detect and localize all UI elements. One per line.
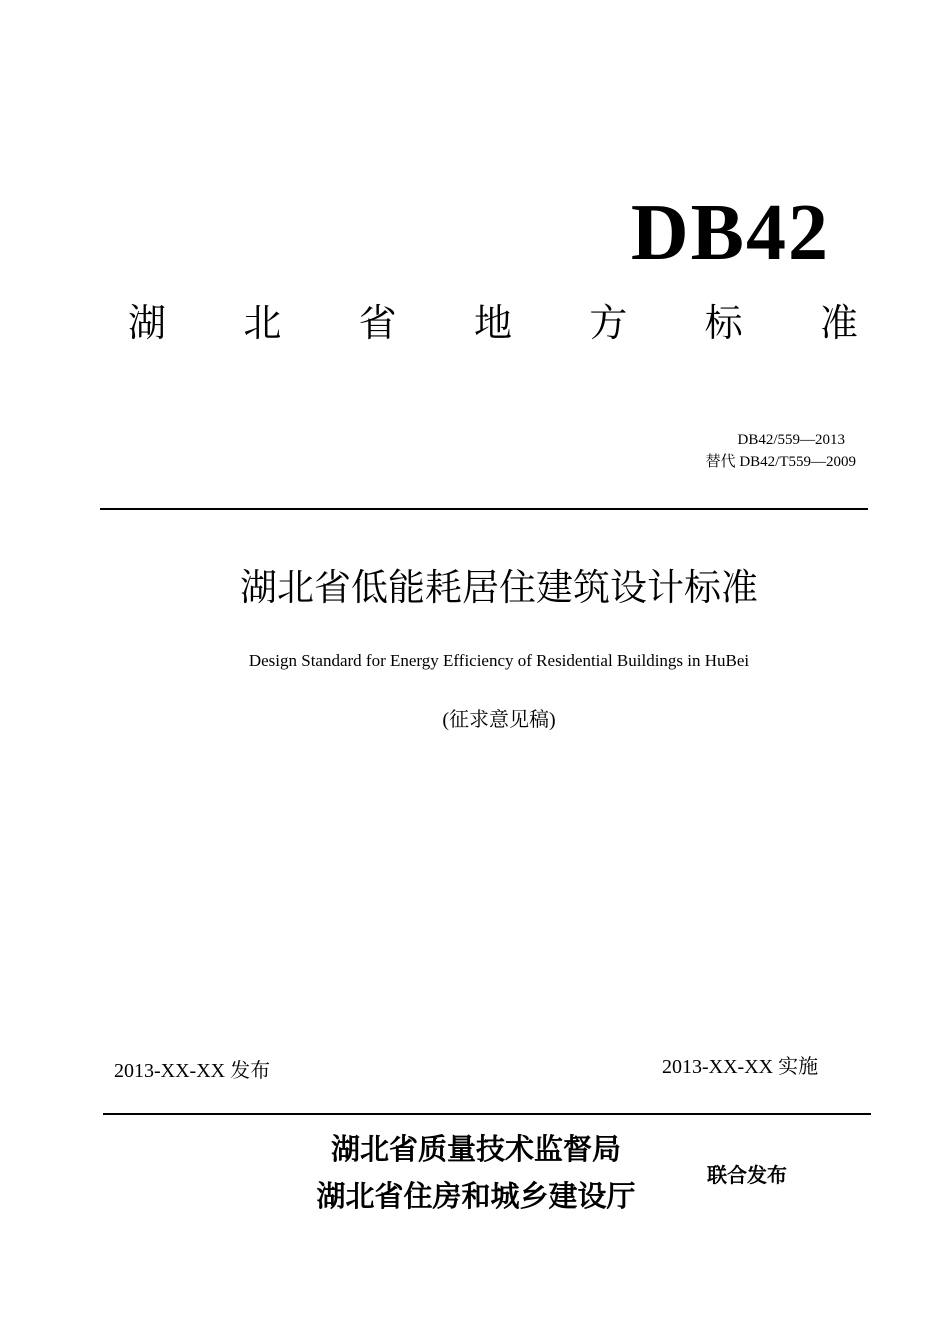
draft-status: (征求意见稿) [442, 709, 556, 731]
standard-type-char: 省 [358, 301, 397, 345]
standard-type-char: 方 [589, 301, 628, 345]
standard-type-char: 北 [243, 301, 282, 345]
publisher-1: 湖北省质量技术监督局 [330, 1132, 621, 1166]
document-title-cn: 湖北省低能耗居住建筑设计标准 [240, 566, 758, 609]
standard-type-char: 湖 [128, 301, 167, 345]
document-title-en: Design Standard for Energy Efficiency of Residential Buildings in HuBei [248, 651, 750, 670]
joint-publication-label: 联合发布 [707, 1163, 787, 1187]
standard-type-heading [128, 298, 858, 348]
standard-type-char: 准 [819, 301, 858, 345]
publisher-2: 湖北省住房和城乡建设厅 [316, 1179, 636, 1213]
bottom-divider [103, 1113, 871, 1115]
replaced-standard: 替代 DB42/T559—2009 [705, 454, 856, 470]
standard-number: DB42/559—2013 [737, 432, 845, 448]
implementation-date: 2013-XX-XX 实施 [662, 1056, 819, 1078]
issue-date: 2013-XX-XX 发布 [114, 1060, 271, 1082]
standard-type-char: 地 [473, 301, 512, 345]
standard-code: DB42 [630, 189, 830, 277]
top-divider [100, 508, 868, 510]
standard-type-char: 标 [704, 301, 743, 345]
